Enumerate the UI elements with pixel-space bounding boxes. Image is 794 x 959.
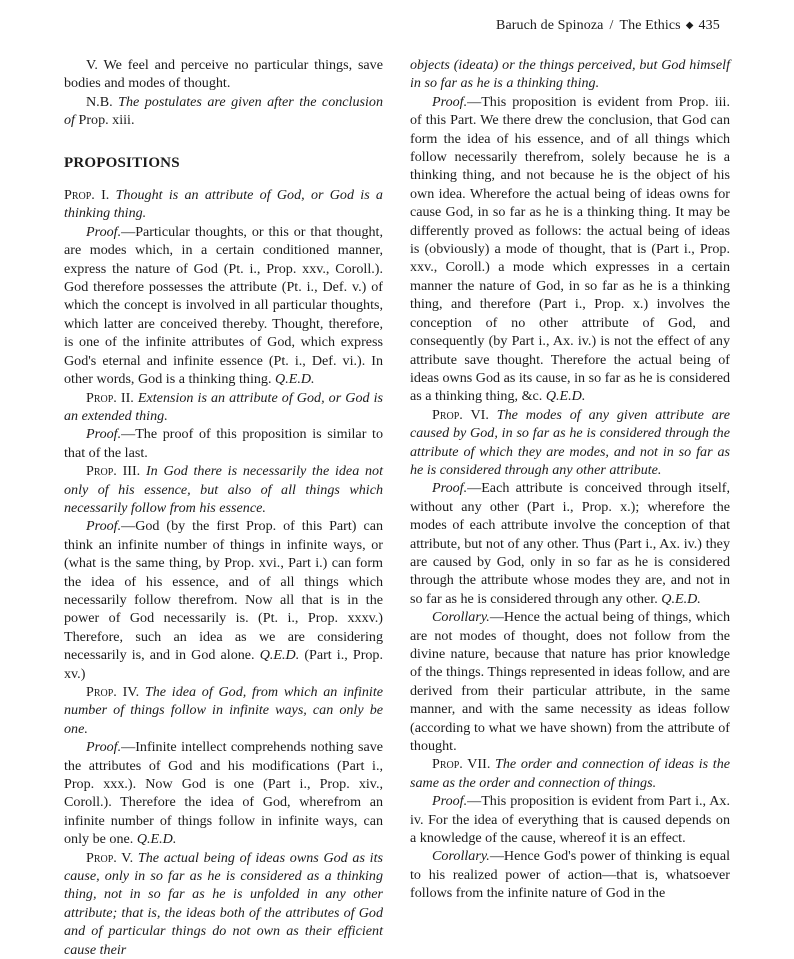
header-author: Baruch de Spinoza (496, 18, 604, 33)
nb-note: N.B. The postulates are given after the conclusion of Prop. xiii. (64, 93, 383, 129)
proof-3: Proof.—God (by the first Prop. of this Part) can think an infinite number of things in infinite ways, or (what is the same thing, by Prop. xvi., Part i.) can form the idea of his essence, and of all things which necessarily follow therefrom. Now all that is in the power of God necessarily is. (Pt. i., Prop. xxxv.) Therefore, such an idea as we are considering necessarily is, and in God alone. Q.E.D. (Part i., Prop. xv.) (64, 518, 384, 682)
proposition-5: Prop. V. The actual being of ideas owns God as its cause, only in so far as he is considered as a thinking thing, not in so far as he is unfolded in any other attribute; that is, the ideas both of the attributes of God and of particular things do not own as their efficient cause their (64, 849, 383, 958)
proof-2: Proof.—The proof of this proposition is similar to that of the last. (64, 426, 383, 461)
right-column (410, 56, 730, 903)
proof-5: Proof.—This proposition is evident from Prop. iii. of this Part. We there drew the conclusion, that God can form the idea of his essence, and of all things which follow necessarily therefrom, solely because he is a thinking thing, and not because he is the object of his own idea. Wherefore the actual being of ideas owns for cause God, in so far as he is a thinking thing. It may be differently proved as follows: the actual being of ideas is (obviously) a mode of thought, that is (Part i., Prop. xxv., Coroll.) a mode which expresses in a certain manner the nature of God, in so far as he is a thinking thing, and therefore (Part i., Prop. x.) involves the conception of no other attribute of God, and consequently (by Part i., Ax. iv.) is not the effect of any attribute save thought. Therefore the actual being of ideas owns God as its cause, in so far as he is considered as a thinking thing, &c. Q.E.D. (410, 93, 730, 405)
proof-6: Proof.—Each attribute is conceived through itself, without any other (Part i., Prop. x.); wherefore the modes of each attribute involve the conception of that attribute, but not of any other. Thus (Part i., Ax. iv.) they are caused by God, only in so far as he is considered through the attribute whose modes they are, and not in so far as he is considered through any other. Q.E.D. (410, 480, 730, 607)
corollary-7: Corollary.—Hence God's power of thinking is equal to his realized power of action—that is, whatsoever follows from the infinite nature of God in the (410, 848, 730, 902)
proposition-4: Prop. IV. The idea of God, from which an infinite number of things follow in infinite ways, can only be one. (64, 684, 384, 737)
page-number: 435 (698, 18, 720, 33)
left-column (64, 56, 383, 959)
proof-7: Proof.—This proposition is evident from Part i., Ax. iv. For the idea of everything that is caused depends on a knowledge of the cause, whereof it is an effect. (410, 793, 730, 847)
proposition-5-continued: objects (ideata) or the things perceived, but God himself in so far as he is a thinking thing. (410, 57, 730, 92)
running-header (496, 18, 720, 34)
header-work-title: The Ethics (619, 18, 681, 33)
proposition-7: Prop. VII. The order and connection of ideas is the same as the order and connection of things. (410, 756, 730, 791)
proof-1: Proof.—Particular thoughts, or this or that thought, are modes which, in a certain conditioned manner, express the nature of God (Pt. i., Prop. xxv., Coroll.). God therefore possesses the attribute (Pt. i., Def. v.) of which the concept is involved in all particular thoughts, which latter are conceived thereby. Thought, therefore, is one of the infinite attributes of God, which express God's eternal and infinite essence (Pt. i., Def. vi.). In other words, God is a thinking thing. Q.E.D. (64, 223, 383, 388)
section-heading: PROPOSITIONS (64, 154, 180, 171)
proposition-3: Prop. III. In God there is necessarily the idea not only of his essence, but also of all things which necessarily follow from his essence. (64, 463, 384, 516)
header-separator: / (609, 18, 614, 33)
corollary-6: Corollary.—Hence the actual being of things, which are not modes of thought, does not follow from the divine nature, because that nature has prior knowledge of the things. Things represented in ideas follow, and are derived from their particular attribute, in the same manner, and with the same necessity as ideas follow (according to what we have shown) from the attribute of thought. (410, 609, 730, 755)
proof-4: Proof.—Infinite intellect comprehends nothing save the attributes of God and his modifications (Part i., Prop. xxx.). Now God is one (Part i., Prop. xiv., Coroll.). Therefore the idea of God, wherefrom an infinite number of things follow in infinite ways, can only be one. Q.E.D. (64, 739, 383, 848)
diamond-ornament-icon: ◆ (685, 20, 694, 31)
proposition-2: Prop. II. Extension is an attribute of God, or God is an extended thing. (64, 389, 384, 424)
proposition-6: Prop. VI. The modes of any given attribute are caused by God, in so far as he is considered through the attribute of which they are modes, and not in so far as he is considered through any other attribute. (410, 406, 730, 478)
postulate-v: V. We feel and perceive no particular things, save bodies and modes of thought. (64, 57, 383, 92)
proposition-1: Prop. I. Thought is an attribute of God, or God is a thinking thing. (64, 187, 383, 222)
